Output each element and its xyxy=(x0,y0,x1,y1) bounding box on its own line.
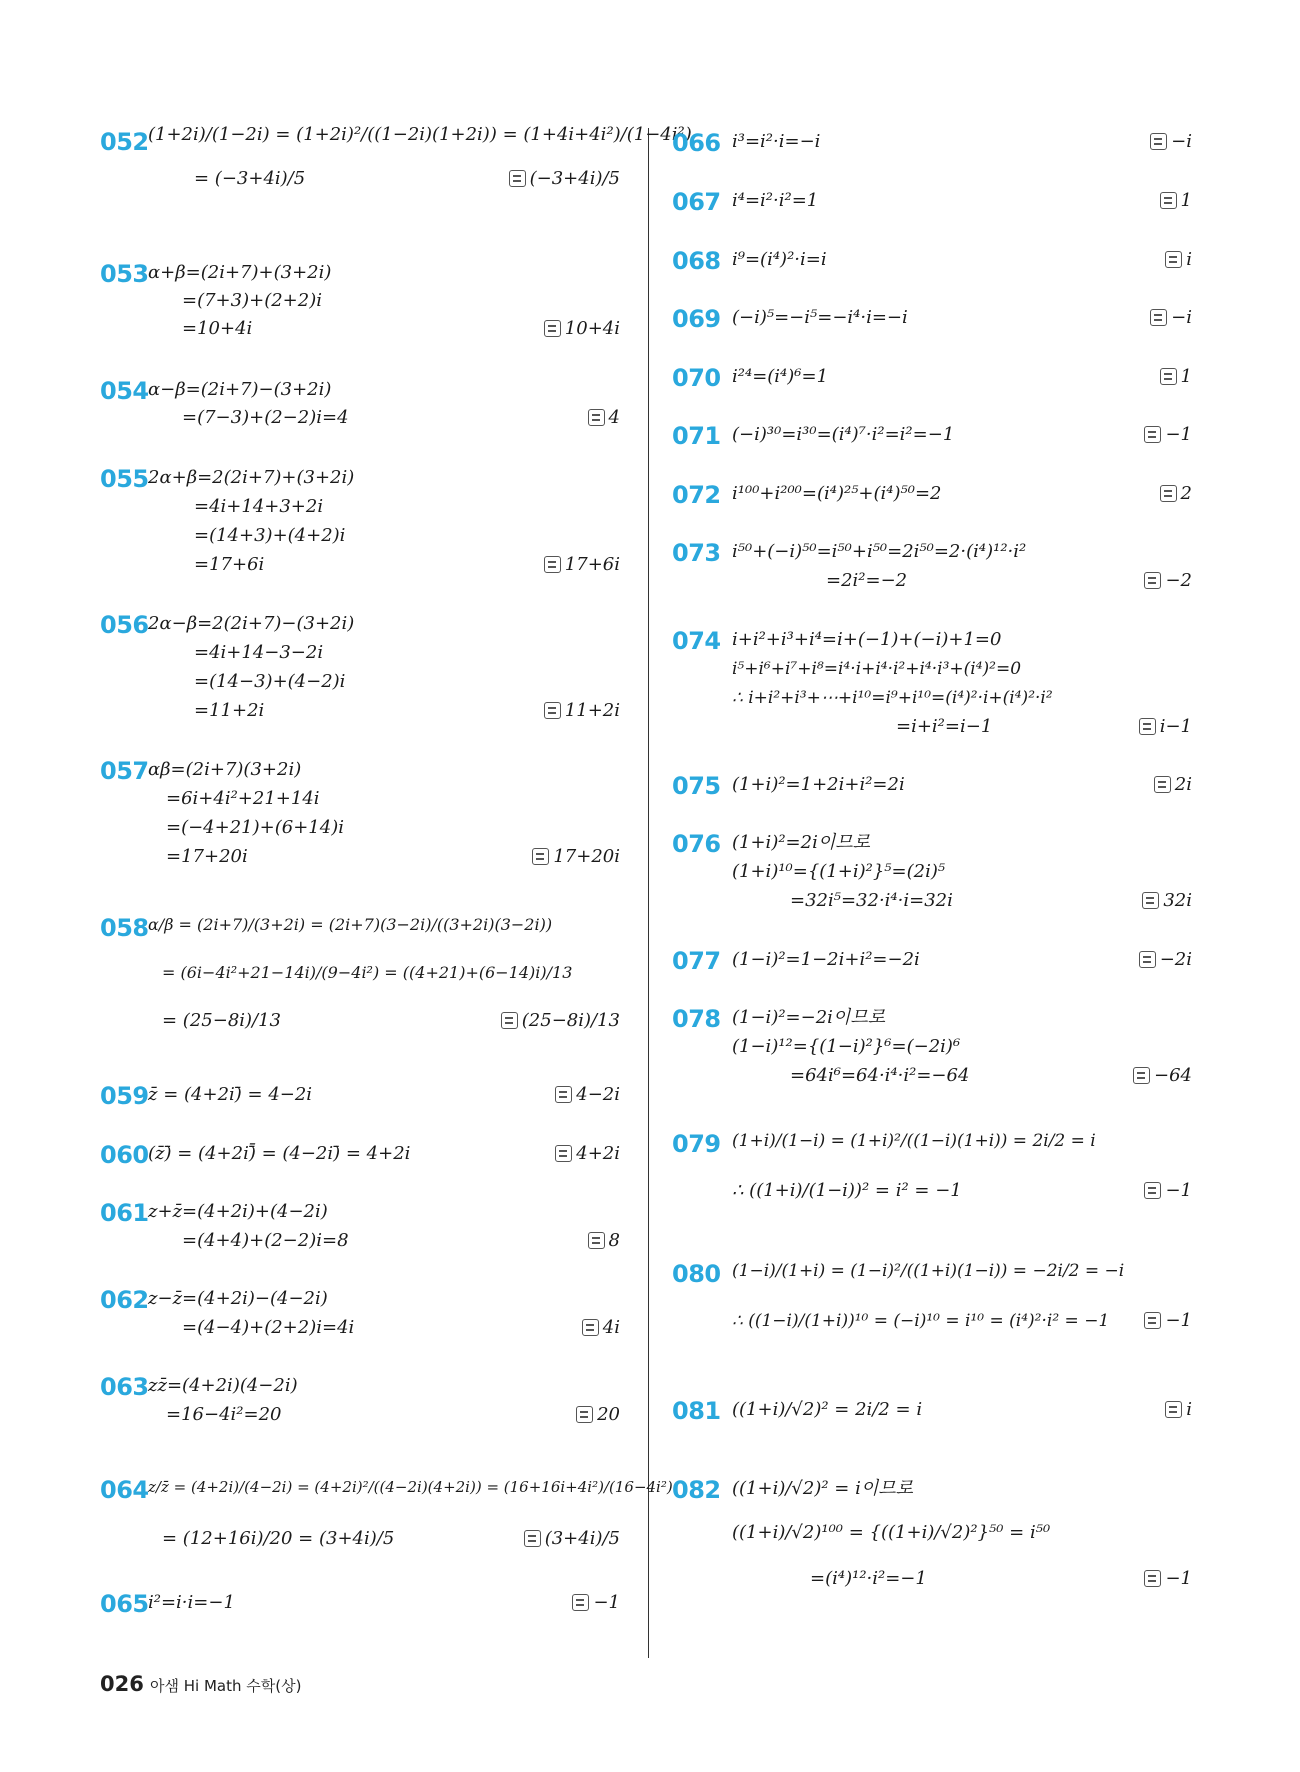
problem-060 xyxy=(100,1143,620,1173)
solution-line: (1+i)/(1−i) = (1+i)²/((1−i)(1+i)) = 2i/2 = i xyxy=(732,1131,1096,1151)
solution-line: (−i)³⁰=i³⁰=(i⁴)⁷·i²=i²=−1 xyxy=(732,424,955,445)
answer: 11+2i xyxy=(544,700,620,722)
solution-line: z/z̄ = (4+2i)/(4−2i) = (4+2i)²/((4−2i)(4+2i)) = (16+16i+4i²)/(16−4i²) xyxy=(148,1478,673,1496)
answer: i−1 xyxy=(1139,716,1192,738)
answer-icon xyxy=(1154,776,1171,793)
solution-line: =(−4+21)+(6+14)i xyxy=(166,817,344,838)
answer: i xyxy=(1165,1399,1192,1421)
solution-line: =11+2i xyxy=(194,700,265,721)
problem-number: 056 xyxy=(100,611,149,639)
solution-line: i¹⁰⁰+i²⁰⁰=(i⁴)²⁵+(i⁴)⁵⁰=2 xyxy=(732,483,942,504)
answer-icon xyxy=(1165,1401,1182,1418)
solution-line: (1−i)²=1−2i+i²=−2i xyxy=(732,949,920,970)
problem-072 xyxy=(672,483,1192,513)
problem-number: 072 xyxy=(672,481,721,509)
answer: −i xyxy=(1150,307,1192,329)
problem-number: 052 xyxy=(100,128,149,156)
problem-number: 081 xyxy=(672,1397,721,1425)
problem-number: 058 xyxy=(100,914,149,942)
answer-icon xyxy=(582,1319,599,1336)
problem-number: 079 xyxy=(672,1130,721,1158)
problem-055 xyxy=(100,467,620,577)
problem-066 xyxy=(672,131,1192,161)
answer: 20 xyxy=(576,1404,620,1426)
problem-number: 065 xyxy=(100,1590,149,1618)
answer: −1 xyxy=(572,1592,620,1614)
solution-line: = (6i−4i²+21−14i)/(9−4i²) = ((4+21)+(6−14)i)/13 xyxy=(162,963,573,982)
answer-icon xyxy=(1160,485,1177,502)
problem-number: 068 xyxy=(672,247,721,275)
answer: 4−2i xyxy=(555,1084,620,1106)
solution-line: i⁴=i²·i²=1 xyxy=(732,190,819,211)
answer-icon xyxy=(544,556,561,573)
problem-068 xyxy=(672,249,1192,279)
problem-062 xyxy=(100,1288,620,1344)
problem-number: 054 xyxy=(100,377,149,405)
answer: −1 xyxy=(1144,1568,1192,1590)
answer: 32i xyxy=(1142,890,1192,912)
answer-icon xyxy=(1160,192,1177,209)
solution-line: (1−i)/(1+i) = (1−i)²/((1+i)(1−i)) = −2i/2 = −i xyxy=(732,1261,1125,1281)
answer-icon xyxy=(588,1232,605,1249)
problem-067 xyxy=(672,190,1192,220)
answer: 2 xyxy=(1160,483,1192,505)
solution-line: α/β = (2i+7)/(3+2i) = (2i+7)(3−2i)/((3+2i)(3−2i)) xyxy=(148,915,553,934)
answer: 10+4i xyxy=(544,318,620,340)
answer-icon xyxy=(1150,133,1167,150)
answer-icon xyxy=(1144,572,1161,589)
solution-line: =i+i²=i−1 xyxy=(896,716,993,737)
problem-056 xyxy=(100,613,620,723)
answer-icon xyxy=(509,170,526,187)
solution-line: i²=i·i=−1 xyxy=(148,1592,235,1613)
solution-line: i⁵⁰+(−i)⁵⁰=i⁵⁰+i⁵⁰=2i⁵⁰=2·(i⁴)¹²·i² xyxy=(732,541,1027,562)
solution-line: ∴ i+i²+i³+⋯+i¹⁰=i⁹+i¹⁰=(i⁴)²·i+(i⁴)²·i² xyxy=(732,688,1053,708)
answer-icon xyxy=(588,409,605,426)
answer: 8 xyxy=(588,1230,620,1252)
solution-line: =6i+4i²+21+14i xyxy=(166,788,320,809)
solution-line: =32i⁵=32·i⁴·i=32i xyxy=(790,890,953,911)
solution-line: =10+4i xyxy=(182,318,253,339)
problem-071 xyxy=(672,424,1192,454)
answer: 1 xyxy=(1160,366,1192,388)
problem-058 xyxy=(100,906,620,1041)
answer-icon xyxy=(1133,1067,1150,1084)
problem-number: 062 xyxy=(100,1286,149,1314)
answer: −1 xyxy=(1144,424,1192,446)
problem-number: 067 xyxy=(672,188,721,216)
solution-line: ((1+i)/√2)¹⁰⁰ = {((1+i)/√2)²}⁵⁰ = i⁵⁰ xyxy=(732,1522,1051,1543)
answer: 2i xyxy=(1154,774,1192,796)
solution-line: =(7+3)+(2+2)i xyxy=(182,290,322,311)
answer-icon xyxy=(576,1406,593,1423)
solution-line: i³=i²·i=−i xyxy=(732,131,821,152)
problem-080 xyxy=(672,1260,1192,1344)
answer: −i xyxy=(1150,131,1192,153)
answer: (25−8i)/13 xyxy=(501,1010,620,1032)
problem-number: 077 xyxy=(672,947,721,975)
problem-number: 053 xyxy=(100,260,149,288)
column-divider xyxy=(648,128,649,1658)
answer: −64 xyxy=(1133,1065,1192,1087)
problem-065 xyxy=(100,1592,620,1622)
problem-053 xyxy=(100,262,620,342)
problem-079 xyxy=(672,1130,1192,1214)
problem-061 xyxy=(100,1201,620,1257)
problem-076 xyxy=(672,832,1192,916)
problem-number: 070 xyxy=(672,364,721,392)
answer: 1 xyxy=(1160,190,1192,212)
problem-number: 061 xyxy=(100,1199,149,1227)
problem-063 xyxy=(100,1375,620,1431)
problem-054 xyxy=(100,379,620,435)
answer-icon xyxy=(1165,251,1182,268)
problem-077 xyxy=(672,949,1192,979)
problem-070 xyxy=(672,366,1192,396)
answer-icon xyxy=(1144,426,1161,443)
problem-number: 074 xyxy=(672,627,721,655)
solution-line: ∴ ((1+i)/(1−i))² = i² = −1 xyxy=(732,1180,962,1201)
answer-icon xyxy=(1144,1312,1161,1329)
solution-line: 2α+β=2(2i+7)+(3+2i) xyxy=(148,467,355,488)
book-title: 아샘 Hi Math 수학(상) xyxy=(150,1677,302,1695)
solution-line: (1−i)²=−2i이므로 xyxy=(732,1007,886,1028)
solution-line: =(4−4)+(2+2)i=4i xyxy=(182,1317,355,1338)
solution-line: zz̄=(4+2i)(4−2i) xyxy=(148,1375,298,1396)
solution-line: =4i+14−3−2i xyxy=(194,642,324,663)
solution-line: =16−4i²=20 xyxy=(166,1404,282,1425)
answer: −2i xyxy=(1139,949,1192,971)
problem-057 xyxy=(100,759,620,869)
problem-069 xyxy=(672,307,1192,337)
solution-line: (z̄)̄ = (4+2i)̄̄ = (4−2i)̄ = 4+2i xyxy=(148,1143,411,1164)
solution-line: (1+i)²=2i이므로 xyxy=(732,832,871,853)
solution-line: (1+i)¹⁰={(1+i)²}⁵=(2i)⁵ xyxy=(732,861,946,882)
answer-icon xyxy=(1150,309,1167,326)
solution-line: =(14−3)+(4−2)i xyxy=(194,671,346,692)
solution-line: i+i²+i³+i⁴=i+(−1)+(−i)+1=0 xyxy=(732,629,1002,650)
solution-line: i⁵+i⁶+i⁷+i⁸=i⁴·i+i⁴·i²+i⁴·i³+(i⁴)²=0 xyxy=(732,659,1022,679)
answer: 17+20i xyxy=(532,846,620,868)
solution-line: 2α−β=2(2i+7)−(3+2i) xyxy=(148,613,355,634)
answer: 4+2i xyxy=(555,1143,620,1165)
problem-number: 082 xyxy=(672,1476,721,1504)
page-number: 026 xyxy=(100,1672,144,1696)
solution-line: ∴ ((1−i)/(1+i))¹⁰ = (−i)¹⁰ = i¹⁰ = (i⁴)²·i² = −1 xyxy=(732,1311,1110,1331)
answer: (3+4i)/5 xyxy=(524,1528,620,1550)
solution-line: z+z̄=(4+2i)+(4−2i) xyxy=(148,1201,328,1222)
answer: (−3+4i)/5 xyxy=(509,168,620,190)
problem-081 xyxy=(672,1399,1192,1429)
answer-icon xyxy=(524,1530,541,1547)
problem-number: 066 xyxy=(672,129,721,157)
answer-icon xyxy=(1144,1182,1161,1199)
solution-line: =17+20i xyxy=(166,846,248,867)
answer-icon xyxy=(1144,1570,1161,1587)
answer-icon xyxy=(572,1594,589,1611)
problem-number: 055 xyxy=(100,465,149,493)
answer-icon xyxy=(1142,892,1159,909)
problem-number: 059 xyxy=(100,1082,149,1110)
solution-line: ((1+i)/√2)² = i이므로 xyxy=(732,1478,914,1499)
answer: i xyxy=(1165,249,1192,271)
problem-059 xyxy=(100,1084,620,1114)
problem-075 xyxy=(672,774,1192,804)
solution-line: z̄ = (4+2i)̄ = 4−2i xyxy=(148,1084,313,1105)
problem-number: 075 xyxy=(672,772,721,800)
solution-line: i⁹=(i⁴)²·i=i xyxy=(732,249,827,270)
answer: −1 xyxy=(1144,1180,1192,1202)
answer-icon xyxy=(501,1012,518,1029)
answer-icon xyxy=(555,1086,572,1103)
solution-line: =2i²=−2 xyxy=(826,570,908,591)
solution-line: =(i⁴)¹²·i²=−1 xyxy=(810,1568,927,1589)
solution-line: αβ=(2i+7)(3+2i) xyxy=(148,759,302,780)
problem-number: 069 xyxy=(672,305,721,333)
problem-number: 076 xyxy=(672,830,721,858)
problem-078 xyxy=(672,1007,1192,1091)
answer-icon xyxy=(1139,951,1156,968)
answer-icon xyxy=(1160,368,1177,385)
solution-line: α+β=(2i+7)+(3+2i) xyxy=(148,262,332,283)
solution-line: z−z̄=(4+2i)−(4−2i) xyxy=(148,1288,328,1309)
solution-line: α−β=(2i+7)−(3+2i) xyxy=(148,379,332,400)
solution-line: =17+6i xyxy=(194,554,265,575)
solution-line: =4i+14+3+2i xyxy=(194,496,324,517)
problem-number: 063 xyxy=(100,1373,149,1401)
problem-number: 071 xyxy=(672,422,721,450)
solution-line: i²⁴=(i⁴)⁶=1 xyxy=(732,366,829,387)
problem-073 xyxy=(672,541,1192,597)
problem-number: 073 xyxy=(672,539,721,567)
solution-line: ((1+i)/√2)² = 2i/2 = i xyxy=(732,1399,923,1420)
problem-number: 057 xyxy=(100,757,149,785)
problem-number: 064 xyxy=(100,1476,149,1504)
solution-line: =(14+3)+(4+2)i xyxy=(194,525,346,546)
answer: 4 xyxy=(588,407,620,429)
problem-052 xyxy=(100,124,692,204)
problem-number: 078 xyxy=(672,1005,721,1033)
solution-line: =(7−3)+(2−2)i=4 xyxy=(182,407,349,428)
solution-line: (1+i)²=1+2i+i²=2i xyxy=(732,774,905,795)
problem-082 xyxy=(672,1478,1192,1588)
solution-line: =64i⁶=64·i⁴·i²=−64 xyxy=(790,1065,970,1086)
solution-line: (−i)⁵=−i⁵=−i⁴·i=−i xyxy=(732,307,908,328)
answer: 17+6i xyxy=(544,554,620,576)
answer: −2 xyxy=(1144,570,1192,592)
answer-icon xyxy=(532,848,549,865)
problem-074 xyxy=(672,629,1192,739)
problem-number: 060 xyxy=(100,1141,149,1169)
answer: −1 xyxy=(1144,1310,1192,1332)
problem-064 xyxy=(100,1466,673,1556)
solution-line: (1+2i)/(1−2i) = (1+2i)²/((1−2i)(1+2i)) = (1+4i+4i²)/(1−4i²) xyxy=(148,124,692,145)
answer-icon xyxy=(544,320,561,337)
solution-line: = (25−8i)/13 xyxy=(162,1010,282,1031)
answer-icon xyxy=(1139,718,1156,735)
solution-line: = (−3+4i)/5 xyxy=(194,168,306,189)
solution-line: = (12+16i)/20 = (3+4i)/5 xyxy=(162,1528,395,1549)
answer-icon xyxy=(555,1145,572,1162)
solution-line: (1−i)¹²={(1−i)²}⁶=(−2i)⁶ xyxy=(732,1036,961,1057)
answer-icon xyxy=(544,702,561,719)
solution-line: =(4+4)+(2−2)i=8 xyxy=(182,1230,349,1251)
problem-number: 080 xyxy=(672,1260,721,1288)
answer: 4i xyxy=(582,1317,620,1339)
